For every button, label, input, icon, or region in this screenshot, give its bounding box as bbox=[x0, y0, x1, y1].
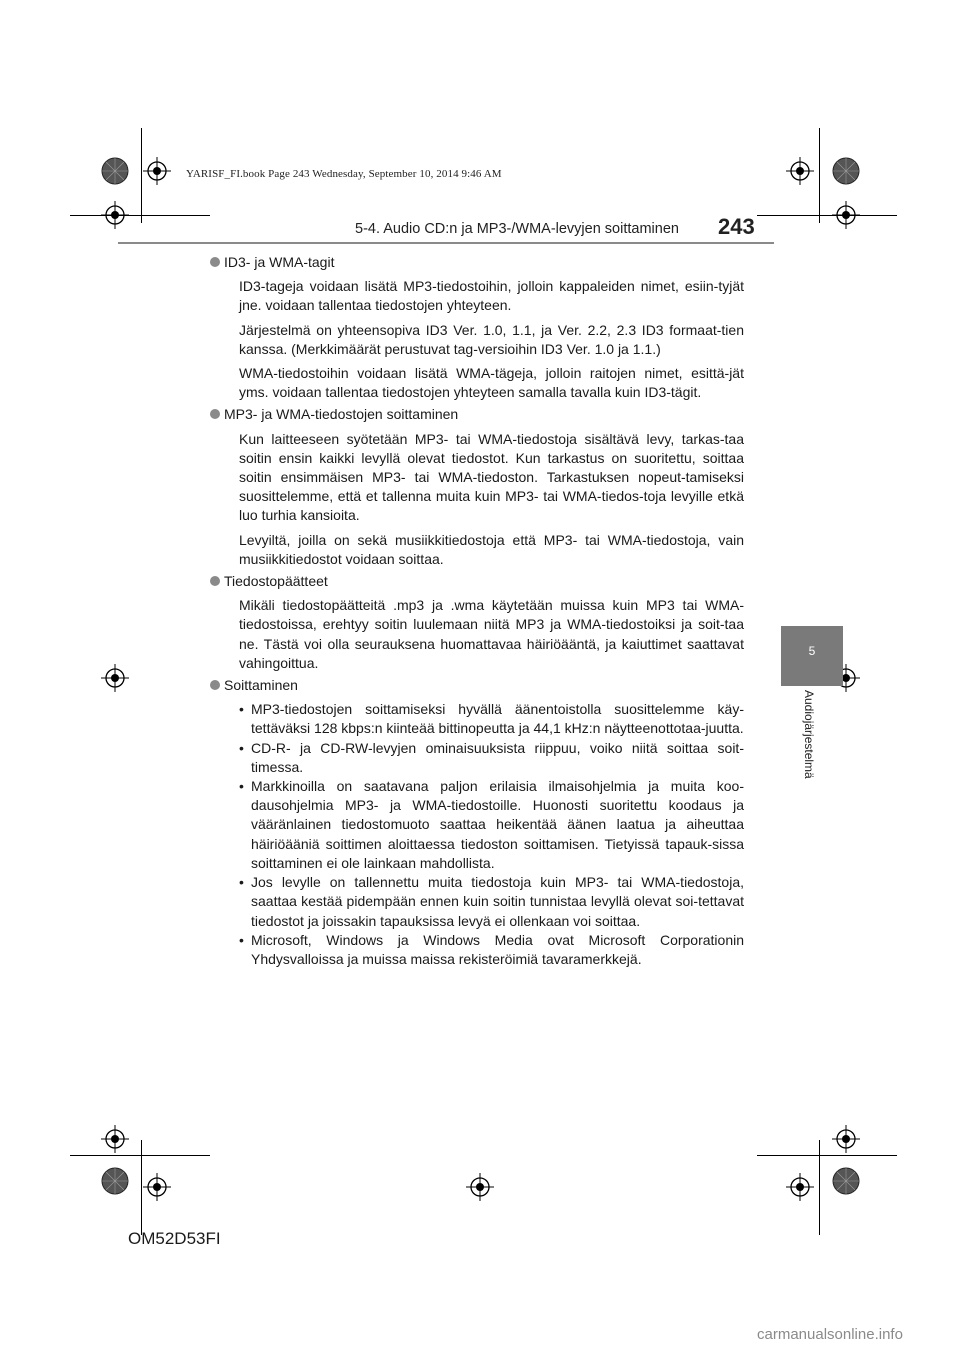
dot-bullet-icon: • bbox=[239, 739, 244, 756]
page-number: 243 bbox=[718, 214, 755, 239]
section-id3-wma-tags bbox=[224, 253, 744, 402]
crop-mark bbox=[70, 1155, 210, 1156]
starburst-mark-icon bbox=[832, 157, 860, 185]
heading-text: Tiedostopäätteet bbox=[224, 573, 328, 590]
bullet-icon bbox=[210, 257, 220, 267]
crop-mark bbox=[757, 215, 897, 216]
registration-mark-icon bbox=[101, 201, 129, 229]
list-item-text: MP3-tiedostojen soittamiseksi hyvällä äänentoistolla suosittelemme käy-tettäväksi 128 kbps:n kiinteää bittinopeutta ja 44,1 kHz:n näytteenottotaa-juutta. bbox=[251, 701, 744, 737]
list-item bbox=[239, 931, 744, 969]
paragraph: Kun laitteeseen syötetään MP3- tai WMA-tiedostoja sisältävä levy, tarkas-taa soitin ensin kaikki levyllä olevat tiedostot. Kun tarkastus on suoritettu, soittaa soitin ensimmäisen MP3- tai WMA-tiedoston. Tarkastuksen nopeut-tamiseksi suosittelemme, että et tallenna muita kuin MP3- tai WMA-tiedos-toja levyille etkä luo turhia kansioita. bbox=[239, 430, 744, 524]
crop-mark bbox=[757, 1155, 897, 1156]
dot-bullet-icon: • bbox=[239, 778, 244, 795]
section-file-extensions bbox=[224, 572, 744, 673]
paragraph: Mikäli tiedostopäätteitä .mp3 ja .wma käytetään muissa kuin MP3 tai WMA-tiedostoissa, erehtyy soitin luulemaan niitä MP3 ja WMA-tiedostoiksi ja soit-taa ne. Tästä voi olla seurauksena huomattavaa häiriöääntä, ja kaiuttimet saattavat vahingoittua. bbox=[239, 597, 744, 671]
registration-mark-icon bbox=[101, 1125, 129, 1153]
section-playing bbox=[224, 676, 744, 969]
sub-bullet-list bbox=[239, 700, 744, 969]
crop-mark bbox=[141, 128, 142, 223]
book-info: YARISF_FI.book Page 243 Wednesday, September 10, 2014 9:46 AM bbox=[186, 168, 502, 180]
list-item bbox=[239, 873, 744, 931]
document-code: OM52D53FI bbox=[128, 1229, 221, 1248]
registration-mark-icon bbox=[832, 1125, 860, 1153]
chapter-number: 5 bbox=[808, 644, 816, 658]
starburst-mark-icon bbox=[832, 1167, 860, 1195]
registration-mark-icon bbox=[143, 157, 171, 185]
bullet-icon bbox=[210, 576, 220, 586]
section-heading bbox=[210, 572, 744, 591]
list-item bbox=[239, 739, 744, 777]
crop-mark bbox=[70, 215, 210, 216]
paragraph: Järjestelmä on yhteensopiva ID3 Ver. 1.0, 1.1, ja Ver. 2.2, 2.3 ID3 formaat-tien kanssa. (Merkkimäärät perustuvat tag-versioihin ID3 Ver. 1.0 ja 1.1.) bbox=[239, 321, 744, 357]
list-item-text: Markkinoilla on saatavana paljon erilaisia ilmaisohjelmia ja muita koo-dausohjelmia MP3- ja WMA-tiedostoille. Huonosti suoritettu koodaus ja vääränlainen tiedostomuoto saattaa heikentää äänen laatua ja aiheuttaa häiriöääniä soittimen aloittaessa tiedoston soittamisen. Tietyissä tapauk-sissa soittaminen ei ole lainkaan mahdollista. bbox=[251, 778, 744, 871]
paragraph: Levyiltä, joilla on sekä musiikkitiedostoja että MP3- tai WMA-tiedostoja, vain musiikkitiedostot voidaan soittaa. bbox=[239, 531, 744, 567]
bullet-icon bbox=[210, 409, 220, 419]
heading-text: Soittaminen bbox=[224, 677, 298, 694]
list-item-text: Microsoft, Windows ja Windows Media ovat Microsoft Corporationin Yhdysvalloissa ja muissa maissa rekisteröimiä tavaramerkkejä. bbox=[251, 931, 744, 967]
section-heading bbox=[210, 676, 744, 695]
heading-text: ID3- ja WMA-tagit bbox=[224, 254, 335, 270]
registration-mark-icon bbox=[786, 157, 814, 185]
list-item bbox=[239, 700, 744, 738]
list-item bbox=[239, 777, 744, 873]
dot-bullet-icon: • bbox=[239, 874, 244, 891]
section-title: 5-4. Audio CD:n ja MP3-/WMA-levyjen soittaminen bbox=[355, 221, 679, 237]
chapter-title: Audiojärjestelmä bbox=[802, 690, 816, 779]
registration-mark-icon bbox=[832, 201, 860, 229]
starburst-mark-icon bbox=[101, 157, 129, 185]
crop-mark bbox=[819, 128, 820, 223]
list-item-text: Jos levylle on tallennettu muita tiedostoja kuin MP3- tai WMA-tiedostoja, saattaa kestää pidempään ennen kuin soitin tunnistaa levyllä olevat soi-tettavat tiedostot ja joissakin tapauksissa levyä ei ollenkaan voi soittaa. bbox=[251, 874, 744, 929]
body-content bbox=[224, 253, 744, 972]
dot-bullet-icon: • bbox=[239, 931, 244, 948]
heading-text: MP3- ja WMA-tiedostojen soittaminen bbox=[224, 406, 459, 423]
paragraph: WMA-tiedostoihin voidaan lisätä WMA-tägeja, jolloin raitojen nimet, esittä-jät yms. voidaan tallentaa tiedostojen yhteyteen samalla tavalla kuin ID3-tägit. bbox=[239, 365, 744, 401]
section-heading bbox=[210, 253, 744, 272]
registration-mark-icon bbox=[466, 1173, 494, 1201]
watermark: carmanualsonline.info bbox=[757, 1326, 903, 1343]
registration-mark-icon bbox=[101, 664, 129, 692]
starburst-mark-icon bbox=[101, 1167, 129, 1195]
section-playback-mp3-wma bbox=[224, 405, 744, 569]
dot-bullet-icon: • bbox=[239, 701, 244, 718]
registration-mark-icon bbox=[143, 1173, 171, 1201]
bullet-icon bbox=[210, 680, 220, 690]
paragraph: ID3-tageja voidaan lisätä MP3-tiedostoihin, jolloin kappaleiden nimet, esiin-tyjät jne. voidaan tallentaa tiedostojen yhteyteen. bbox=[239, 278, 744, 314]
header-divider bbox=[118, 242, 774, 244]
section-heading bbox=[210, 405, 744, 424]
registration-mark-icon bbox=[786, 1173, 814, 1201]
chapter-title-vertical bbox=[800, 690, 822, 830]
list-item-text: CD-R- ja CD-RW-levyjen ominaisuuksista riippuu, voiko niitä soittaa soit-timessa. bbox=[251, 739, 744, 775]
